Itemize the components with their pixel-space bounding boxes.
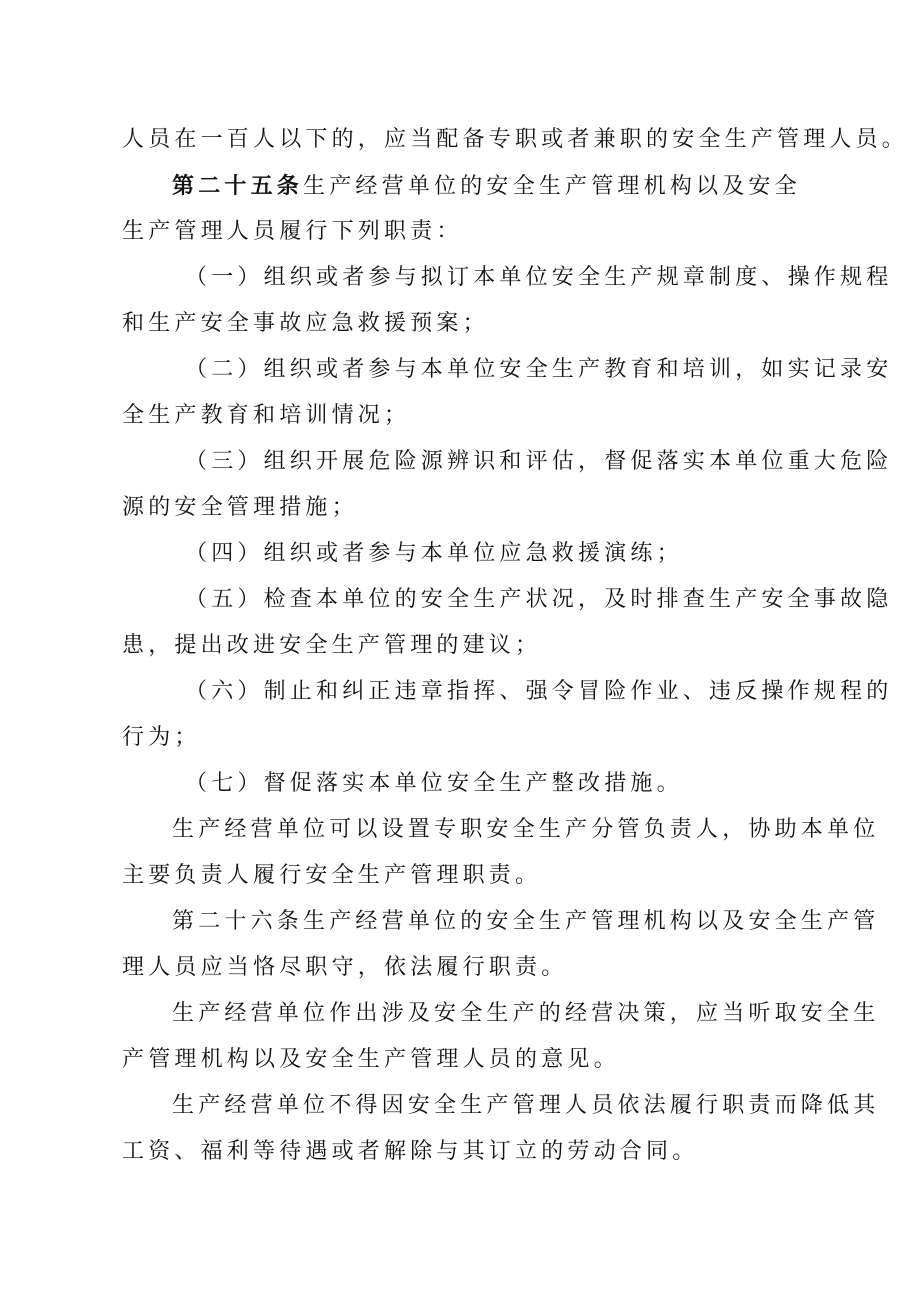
text-line: 生产管理人员履行下列职责： <box>122 219 463 244</box>
text-line: 第二十六条生产经营单位的安全生产管理机构以及安全生产管 <box>172 909 880 934</box>
text-line: （七）督促落实本单位安全生产整改措施。 <box>185 771 683 796</box>
text-line: 产管理机构以及安全生产管理人员的意见。 <box>122 1047 620 1072</box>
text-line: （二）组织或者参与本单位安全生产教育和培训，如实记录安 <box>185 357 893 382</box>
article-25-heading-line <box>172 166 812 206</box>
text-line: （四）组织或者参与本单位应急救援演练； <box>185 541 683 566</box>
text-line: （一）组织或者参与拟订本单位安全生产规章制度、操作规程 <box>185 265 893 290</box>
text-line: 人员在一百人以下的，应当配备专职或者兼职的安全生产管理人员。 <box>122 127 909 152</box>
text-line: 行为； <box>122 725 201 750</box>
text-line: 理人员应当恪尽职守，依法履行职责。 <box>122 955 568 980</box>
text-line: （五）检查本单位的安全生产状况，及时排查生产安全事故隐 <box>185 587 893 612</box>
text-line: 主要负责人履行安全生产管理职责。 <box>122 863 542 888</box>
text-line: 生产经营单位可以设置专职安全生产分管负责人，协助本单位 <box>172 817 880 842</box>
text-line: 生产经营单位不得因安全生产管理人员依法履行职责而降低其 <box>172 1093 880 1118</box>
text-line: 工资、福利等待遇或者解除与其订立的劳动合同。 <box>122 1139 699 1164</box>
article-text: 生产经营单位的安全生产管理机构以及安全 <box>303 174 801 199</box>
text-line: 全生产教育和培训情况； <box>122 403 411 428</box>
text-line: 和生产安全事故应急救援预案； <box>122 311 489 336</box>
text-line: 源的安全管理措施； <box>122 495 358 520</box>
text-line: 生产经营单位作出涉及安全生产的经营决策，应当听取安全生 <box>172 1001 880 1026</box>
text-line: （三）组织开展危险源辨识和评估，督促落实本单位重大危险 <box>185 449 893 474</box>
article-number: 第二十五条 <box>172 173 304 199</box>
text-line: （六）制止和纠正违章指挥、强令冒险作业、违反操作规程的 <box>185 679 893 704</box>
text-line: 患，提出改进安全生产管理的建议； <box>122 633 542 658</box>
